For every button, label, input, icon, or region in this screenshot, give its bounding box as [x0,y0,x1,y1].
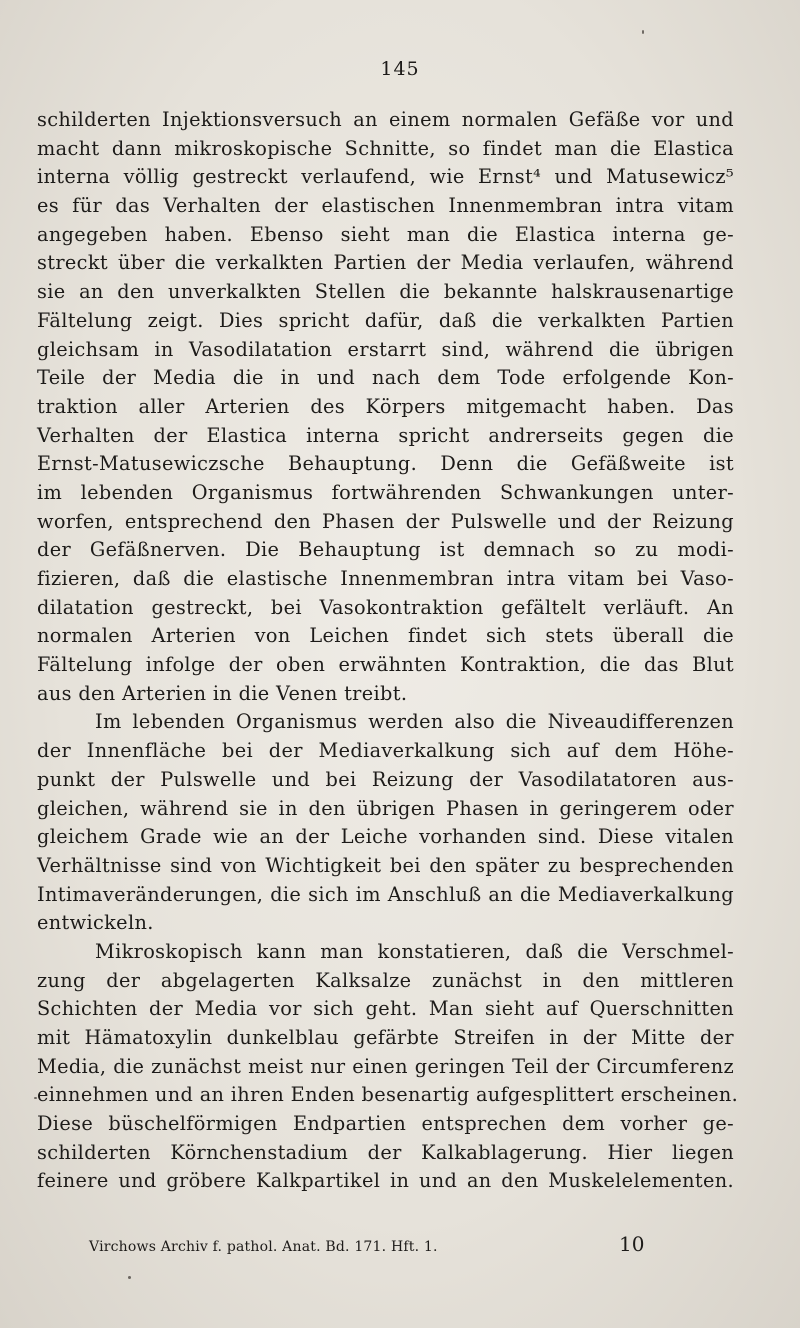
page-number: 145 [380,58,420,80]
text-line: streckt über die verkalkten Partien der Media verlaufen, während [37,251,734,275]
text-line: Teile der Media die in und nach dem Tode erfolgende Kon- [37,366,734,390]
text-line: gleichsam in Vasodilatation erstarrt sind, während die übrigen [37,337,734,361]
text-line: mit Hämatoxylin dunkelblau gefärbte Streifen in der Mitte der [37,1026,734,1049]
text-line: dilatation gestreckt, bei Vasokontraktion gefältelt verläuft. An [37,595,734,619]
text-line: feinere und gröbere Kalkpartikel in und an den Muskelelementen. [37,1169,734,1193]
text-line: es für das Verhalten der elastischen Innenmembran intra vitam [37,194,734,218]
text-line: punkt der Pulswelle und bei Reizung der Vasodilatatoren aus- [37,767,734,791]
paper-speck [642,30,644,34]
text-line: Intimaveränderungen, die sich im Anschluß an die Mediaverkalkung [37,882,734,906]
text-line: einnehmen und an ihren Enden besenartig aufgesplittert erscheinen. [37,1083,739,1107]
text-line: worfen, entsprechend den Phasen der Pulswelle und der Reizung [37,509,734,533]
text-line: normalen Arterien von Leichen findet sich stets überall die [37,624,734,648]
text-line: angegeben haben. Ebenso sieht man die Elastica interna ge- [37,222,734,246]
text-line: Schichten der Media vor sich geht. Man sieht auf Querschnitten [37,997,734,1021]
text-line: traktion aller Arterien des Körpers mitgemacht haben. Das [37,394,734,418]
text-line: im lebenden Organismus fortwährenden Schwankungen unter- [37,480,734,504]
text-line: sie an den unverkalkten Stellen die bekannte halskrausenartige [37,280,734,304]
signature-mark: 10 [619,1232,645,1256]
text-line: Fältelung zeigt. Dies spricht dafür, daß die verkalkten Partien [37,308,734,332]
text-line: entwickeln. [37,911,154,935]
text-line: schilderten Injektionsversuch an einem normalen Gefäße vor und [37,108,734,131]
text-line: gleichen, während sie in den übrigen Phasen in geringerem oder [37,796,734,820]
text-line: Verhalten der Elastica interna spricht andrerseits gegen die [37,423,734,447]
text-line: Im lebenden Organismus werden also die Niveaudifferenzen [95,710,734,734]
text-line: der Gefäßnerven. Die Behauptung ist demnach so zu modi- [37,538,734,562]
text-line: Ernst-Matusewiczsche Behauptung. Denn die Gefäßweite ist [37,452,734,476]
text-line: Media, die zunächst meist nur einen geringen Teil der Circumferenz [37,1054,734,1078]
text-line: Diese büschelförmigen Endpartien entsprechen dem vorher ge- [37,1112,734,1136]
text-line: macht dann mikroskopische Schnitte, so findet man die Elastica [37,136,734,160]
body-text [37,106,739,1196]
paper-speck [128,1276,131,1279]
text-line: aus den Arterien in die Venen treibt. [37,681,408,705]
text-line: der Innenfläche bei der Mediaverkalkung sich auf dem Höhe- [37,739,734,763]
text-line: zung der abgelagerten Kalksalze zunächst in den mittleren [37,968,734,992]
text-line: gleichem Grade wie an der Leiche vorhanden sind. Diese vitalen [37,825,734,849]
journal-citation: Virchows Archiv f. pathol. Anat. Bd. 171. Hft. 1. [89,1239,438,1255]
text-line: fizieren, daß die elastische Innenmembran intra vitam bei Vaso- [37,567,734,590]
text-line: interna völlig gestreckt verlaufend, wie Ernst⁴ und Matusewicz⁵ [37,165,734,189]
text-line: Verhältnisse sind von Wichtigkeit bei den später zu besprechenden [37,853,734,877]
paper-speck [34,1097,37,1099]
text-line: Fältelung infolge der oben erwähnten Kontraktion, die das Blut [37,653,734,677]
text-line: schilderten Körnchenstadium der Kalkablagerung. Hier liegen [37,1140,734,1164]
text-line: Mikroskopisch kann man konstatieren, daß die Verschmel- [95,939,734,963]
